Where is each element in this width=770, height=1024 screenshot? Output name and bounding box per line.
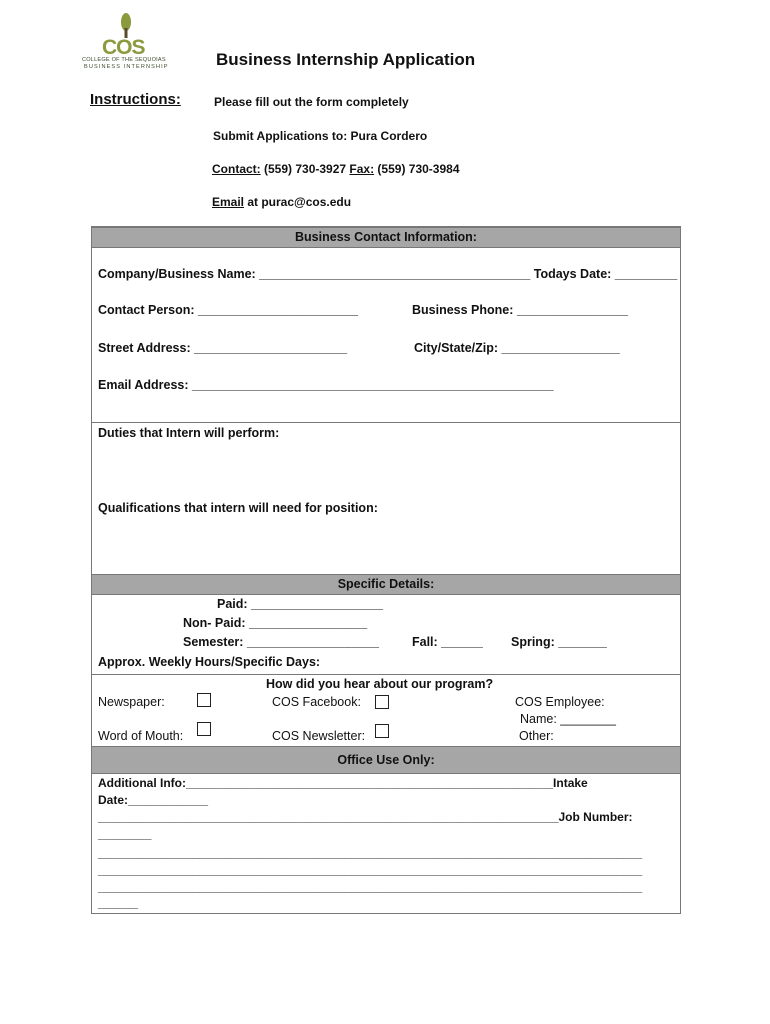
divider bbox=[92, 674, 680, 675]
facebook-checkbox[interactable] bbox=[375, 695, 389, 709]
word-of-mouth-checkbox[interactable] bbox=[197, 722, 211, 736]
newsletter-label: COS Newsletter: bbox=[272, 729, 366, 743]
contact-value: (559) 730-3927 bbox=[260, 162, 350, 176]
word-of-mouth-label: Word of Mouth: bbox=[98, 729, 184, 743]
instruction-line-2: Submit Applications to: Pura Cordero bbox=[213, 129, 428, 143]
newspaper-checkbox[interactable] bbox=[197, 693, 211, 707]
non-paid-field[interactable]: Non- Paid: _________________ bbox=[183, 616, 368, 630]
office-line-7[interactable]: ______________________________________________________________________________________ bbox=[98, 880, 642, 894]
newspaper-label: Newspaper: bbox=[98, 695, 165, 709]
logo-line1: COLLEGE OF THE SEQUOIAS bbox=[82, 57, 166, 63]
contact-label: Contact: bbox=[212, 162, 261, 176]
instruction-line-1: Please fill out the form completely bbox=[214, 95, 409, 109]
weekly-hours-field[interactable]: Approx. Weekly Hours/Specific Days: bbox=[98, 655, 321, 669]
contact-line bbox=[212, 162, 460, 176]
fax-value: (559) 730-3984 bbox=[374, 162, 460, 176]
newsletter-checkbox[interactable] bbox=[375, 724, 389, 738]
instructions-label: Instructions: bbox=[90, 91, 181, 108]
job-number-line[interactable]: _____________________________________________________________________Job Number: bbox=[98, 810, 633, 824]
semester-field[interactable]: Semester: ___________________ bbox=[183, 635, 380, 649]
email-address-field[interactable]: Email Address: ____________________________________________________ bbox=[98, 378, 554, 392]
email-value: at purac@cos.edu bbox=[244, 195, 352, 209]
employee-name-field[interactable]: Name: ________ bbox=[520, 712, 616, 726]
logo-text: COS bbox=[102, 36, 145, 59]
duties-label[interactable]: Duties that Intern will perform: bbox=[98, 426, 280, 440]
company-name-field[interactable]: Company/Business Name: _______________________________________ Todays Date: _________ bbox=[98, 267, 678, 281]
office-line-4[interactable]: ________ bbox=[98, 827, 152, 841]
qualifications-label[interactable]: Qualifications that intern will need for position: bbox=[98, 501, 378, 515]
contact-person-field[interactable]: Contact Person: _______________________ bbox=[98, 303, 358, 317]
city-state-zip-field[interactable]: City/State/Zip: _________________ bbox=[414, 341, 620, 355]
office-use-header: Office Use Only: bbox=[92, 746, 680, 774]
page-title: Business Internship Application bbox=[216, 50, 476, 69]
logo-line2: BUSINESS INTERNSHIP bbox=[84, 64, 169, 70]
divider bbox=[92, 422, 680, 423]
application-form bbox=[91, 226, 681, 914]
office-line-6[interactable]: ______________________________________________________________________________________ bbox=[98, 863, 642, 877]
specific-details-header: Specific Details: bbox=[92, 574, 680, 595]
other-label: Other: bbox=[519, 729, 554, 743]
fax-label: Fax: bbox=[349, 162, 375, 176]
facebook-label: COS Facebook: bbox=[272, 695, 361, 709]
additional-info-line[interactable]: Additional Info:_______________________________________________________Intake bbox=[98, 776, 588, 790]
cos-logo bbox=[80, 12, 176, 72]
office-line-5[interactable]: ______________________________________________________________________________________ bbox=[98, 846, 642, 860]
office-line-8[interactable]: ______ bbox=[98, 896, 139, 910]
hear-question: How did you hear about our program? bbox=[266, 677, 494, 691]
fall-field[interactable]: Fall: ______ bbox=[412, 635, 483, 649]
email-line bbox=[212, 195, 351, 209]
street-address-field[interactable]: Street Address: ______________________ bbox=[98, 341, 348, 355]
business-contact-header: Business Contact Information: bbox=[92, 227, 680, 248]
intake-date-line[interactable]: Date:____________ bbox=[98, 793, 209, 807]
paid-field[interactable]: Paid: ___________________ bbox=[217, 597, 384, 611]
business-phone-field[interactable]: Business Phone: ________________ bbox=[412, 303, 629, 317]
employee-label: COS Employee: bbox=[515, 695, 605, 709]
spring-field[interactable]: Spring: _______ bbox=[511, 635, 607, 649]
email-label: Email bbox=[212, 195, 245, 209]
